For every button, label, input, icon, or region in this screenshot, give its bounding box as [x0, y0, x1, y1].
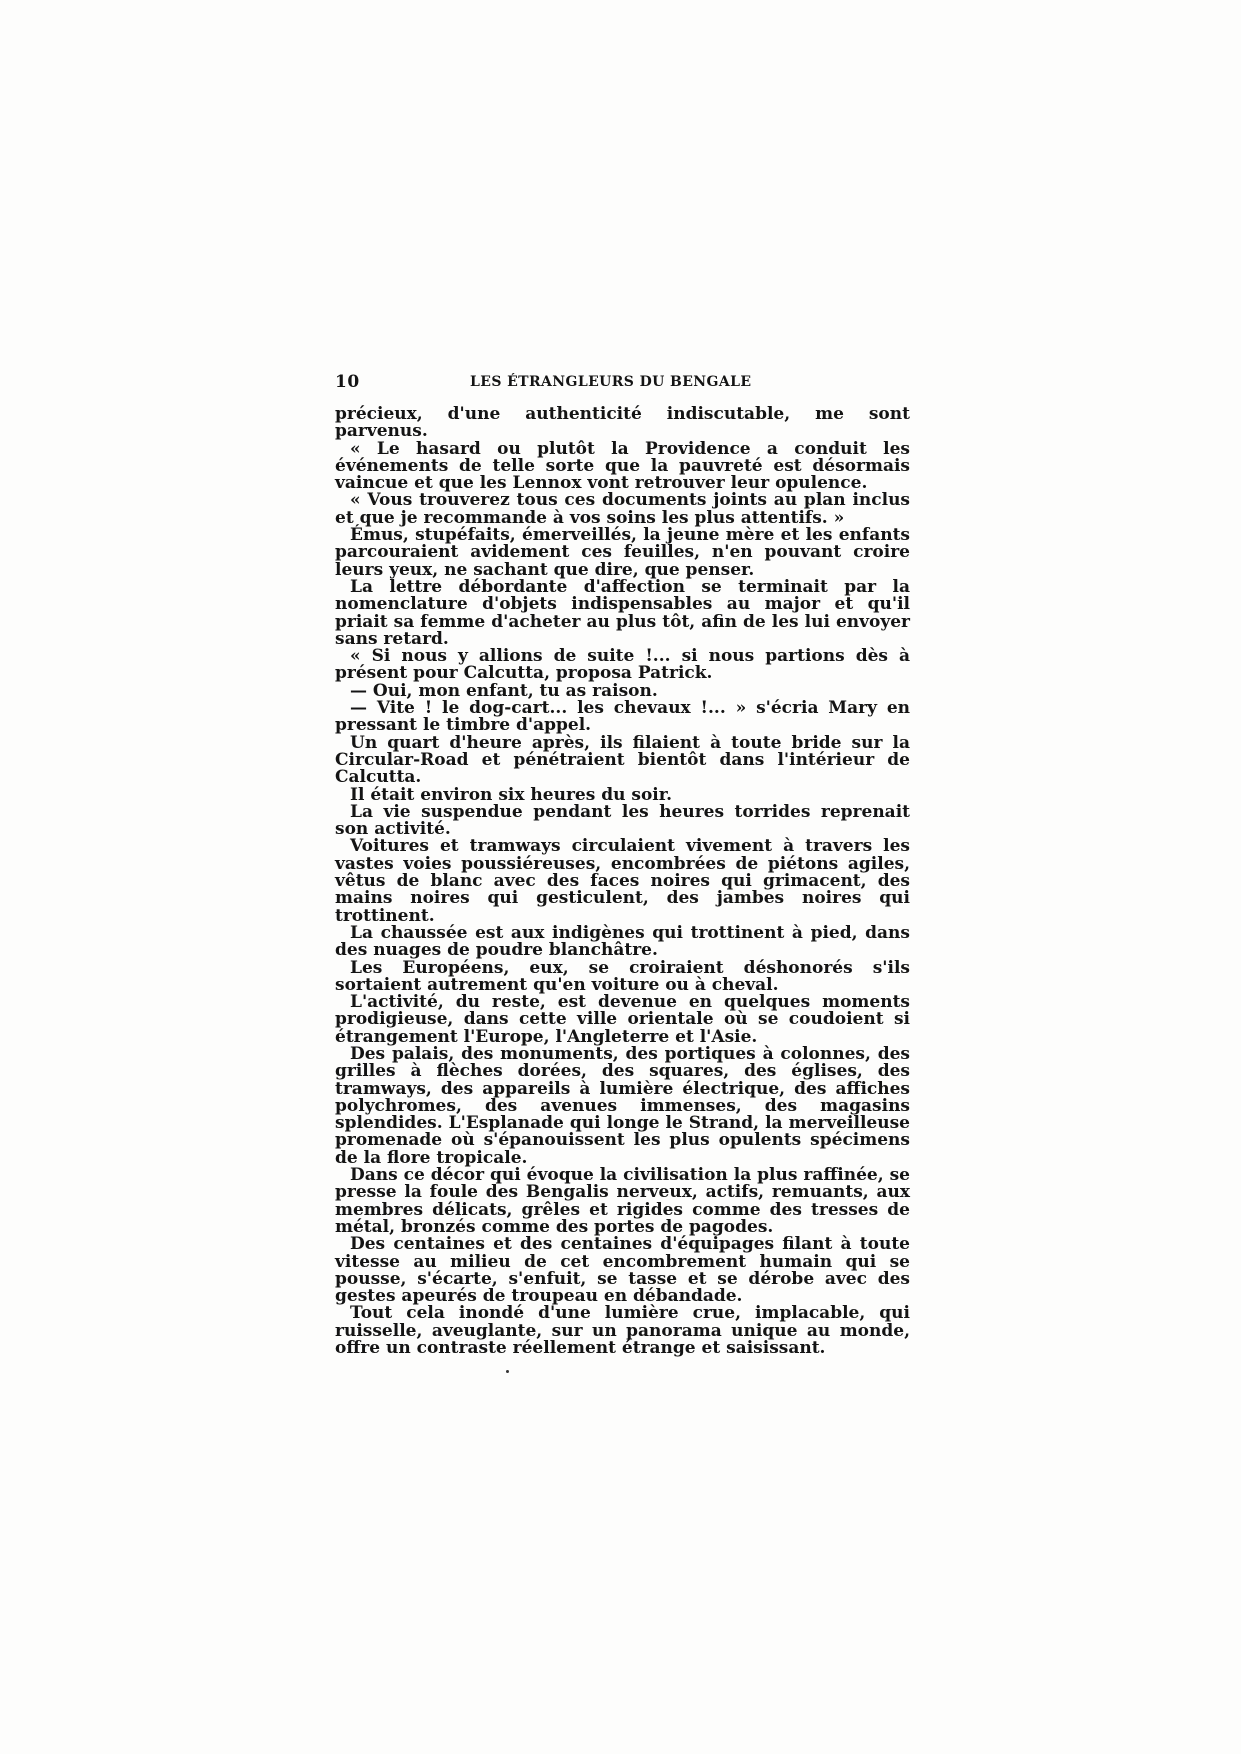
- paragraph: — Vite ! le dog-cart... les chevaux !... » s'écria Mary en pressant le timbre d'appel.: [335, 698, 910, 736]
- paragraph: Des palais, des monuments, des portiques à colonnes, des grilles à flèches dorées, des squares, des églises, des tramways, des appareils à lumière électrique, des affiches polychromes, des avenues immenses, des magasins splendides. L'Esplanade qui longe le Strand, la merveilleuse promenade où s'épanouissent les plus opulents spécimens de la flore tropicale.: [335, 1043, 910, 1168]
- paragraph: Les Européens, eux, se croiraient déshonorés s'ils sortaient autrement qu'en voiture ou à cheval.: [335, 957, 910, 995]
- paragraph: La vie suspendue pendant les heures torrides reprenait son activité.: [335, 801, 910, 840]
- ink-speck: [506, 1370, 509, 1373]
- paragraph: La lettre débordante d'affection se terminait par la nomenclature d'objets indispensables au major et qu'il priait sa femme d'acheter au plus tôt, afin de les lui envoyer sans retard.: [335, 576, 910, 649]
- paragraph: Il était environ six heures du soir.: [350, 784, 673, 805]
- paragraph: L'activité, du reste, est devenue en quelques moments prodigieuse, dans cette ville orientale où se coudoient si étrangement l'Europe, l'Angleterre et l'Asie.: [335, 992, 910, 1047]
- paragraph: Dans ce décor qui évoque la civilisation la plus raffinée, se presse la foule des Bengalis nerveux, actifs, remuants, aux membres délicats, grêles et rigides comme des tresses de métal, bronzés comme des portes de pagodes.: [335, 1165, 910, 1237]
- paragraph: « Si nous y allions de suite !... si nous partions dès à présent pour Calcutta, proposa Patrick.: [335, 646, 910, 684]
- paragraph: « Vous trouverez tous ces documents joints au plan inclus et que je recommande à vos soins les plus attentifs. »: [335, 490, 910, 528]
- paragraph: — Oui, mon enfant, tu as raison.: [350, 680, 658, 701]
- paragraph: Voitures et tramways circulaient vivement à travers les vastes voies poussiéreuses, encombrées de piétons agiles, vêtus de blanc avec des faces noires qui grimacent, des mains noires qui gesticulent, des jambes noires qui trottinent.: [335, 836, 910, 926]
- text-block: [335, 372, 910, 1357]
- paragraph: « Le hasard ou plutôt la Providence a conduit les événements de telle sorte que la pauvreté est désormais vaincue et que les Lennox vont retrouver leur opulence.: [335, 438, 910, 494]
- paragraph: Émus, stupéfaits, émerveillés, la jeune mère et les enfants parcouraient avidement ces feuilles, n'en pouvant croire leurs yeux, ne sachant que dire, que penser.: [335, 525, 910, 580]
- body-text: [335, 406, 910, 1357]
- page-number: 10: [335, 372, 360, 392]
- paragraph: précieux, d'une authenticité indiscutable, me sont parvenus.: [335, 404, 910, 442]
- paragraph: Tout cela inondé d'une lumière crue, implacable, qui ruisselle, aveuglante, sur un panorama unique au monde, offre un contraste réellement étrange et saisissant.: [335, 1303, 910, 1359]
- paragraph: La chaussée est aux indigènes qui trottinent à pied, dans des nuages de poudre blanchâtre.: [335, 922, 910, 961]
- running-head: [335, 372, 910, 394]
- paragraph: Un quart d'heure après, ils filaient à toute bride sur la Circular-Road et pénétraient bientôt dans l'intérieur de Calcutta.: [335, 732, 910, 788]
- paragraph: Des centaines et des centaines d'équipages filant à toute vitesse au milieu de cet encombrement humain qui se pousse, s'écarte, s'enfuit, se tasse et se dérobe avec des gestes apeurés de troupeau en débandade.: [335, 1234, 910, 1307]
- running-title: LES ÉTRANGLEURS DU BENGALE: [470, 374, 752, 390]
